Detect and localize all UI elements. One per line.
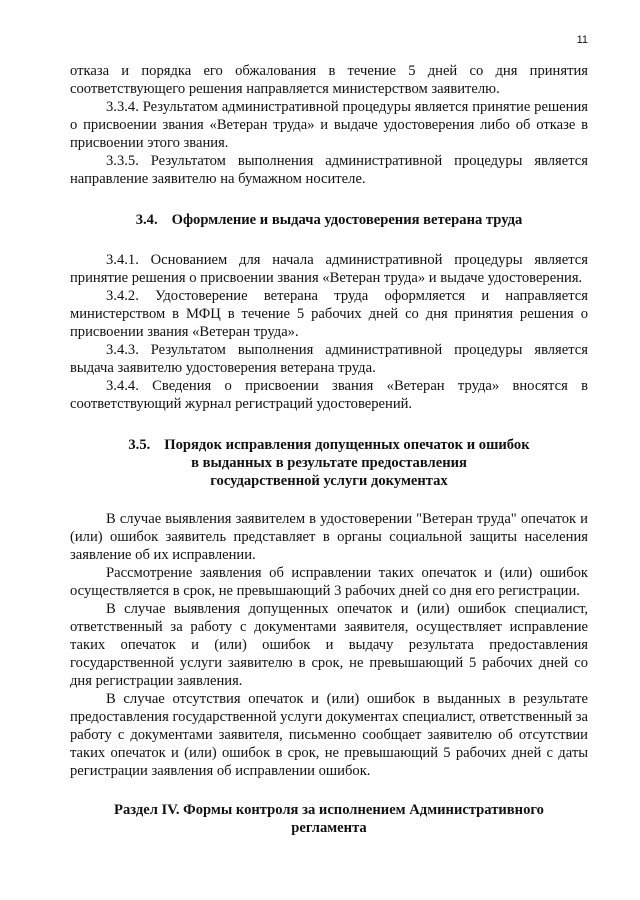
paragraph-3-4-2: 3.4.2. Удостоверение ветерана труда оформляется и направляется министерством в МФЦ в течение 5 рабочих дней со дня принятия решения о присвоении звания «Ветеран труда».	[70, 288, 588, 340]
paragraph-3-5-3: В случае выявления допущенных опечаток и (или) ошибок специалист, ответственный за работу с документами заявителя, осуществляет исправление таких опечаток и (или) ошибок и выдачу результата предоставления государственной услуги заявителю в срок, не превышающий 5 рабочих дней со дня регистрации заявления.	[70, 601, 588, 689]
paragraph-3-3-3-continuation: отказа и порядка его обжалования в течение 5 дней со дня принятия соответствующего решения направляется министерством заявителю.	[70, 63, 588, 97]
section-3-5-number: 3.5.	[128, 437, 151, 453]
section-3-5-title-line-1: Порядок исправления допущенных опечаток и ошибок	[164, 437, 530, 453]
paragraph-3-5-1: В случае выявления заявителем в удостоверении "Ветеран труда" опечаток и (или) ошибок заявитель представляет в органы социальной защиты населения заявление об их исправлении.	[70, 511, 588, 563]
section-3-5-title-line-3: государственной услуги документах	[210, 473, 448, 489]
section-3-4-title: Оформление и выдача удостоверения ветерана труда	[171, 212, 523, 228]
paragraph-3-5-2: Рассмотрение заявления об исправлении таких опечаток и (или) ошибок осуществляется в срок, не превышающий 3 рабочих дней со дня его регистрации.	[70, 565, 588, 599]
section-iv-title-line-1: Раздел IV. Формы контроля за исполнением Административного	[114, 802, 544, 818]
section-3-4-number: 3.4.	[135, 212, 158, 228]
section-3-5-heading	[70, 436, 588, 490]
document-body	[70, 62, 588, 837]
paragraph-3-4-1: 3.4.1. Основанием для начала административной процедуры является принятие решения о присвоении звания «Ветеран труда» и выдаче удостоверения.	[70, 252, 588, 286]
paragraph-3-4-3: 3.4.3. Результатом выполнения административной процедуры является выдача заявителю удостоверения ветерана труда.	[70, 342, 588, 376]
section-iv-heading	[70, 801, 588, 837]
paragraph-3-3-5: 3.3.5. Результатом выполнения административной процедуры является направление заявителю на бумажном носителе.	[70, 153, 588, 187]
section-iv-title-line-2: регламента	[291, 820, 367, 836]
paragraph-3-3-4: 3.3.4. Результатом административной процедуры является принятие решения о присвоении звания «Ветеран труда» и выдаче удостоверения либо об отказе в присвоении этого звания.	[70, 99, 588, 151]
paragraph-3-4-4: 3.4.4. Сведения о присвоении звания «Ветеран труда» вносятся в соответствующий журнал регистраций удостоверений.	[70, 378, 588, 412]
section-3-5-title-line-2: в выданных в результате предоставления	[191, 455, 467, 471]
page-number: 11	[576, 34, 588, 46]
section-3-4-heading	[70, 211, 588, 229]
paragraph-3-5-4: В случае отсутствия опечаток и (или) ошибок в выданных в результате предоставления государственной услуги документах специалист, ответственный за работу с документами заявителя, письменно сообщает заявителю об отсутствии таких опечаток и (или) ошибок в срок, не превышающий 5 рабочих дней с даты регистрации заявления об исправлении ошибок.	[70, 691, 588, 779]
